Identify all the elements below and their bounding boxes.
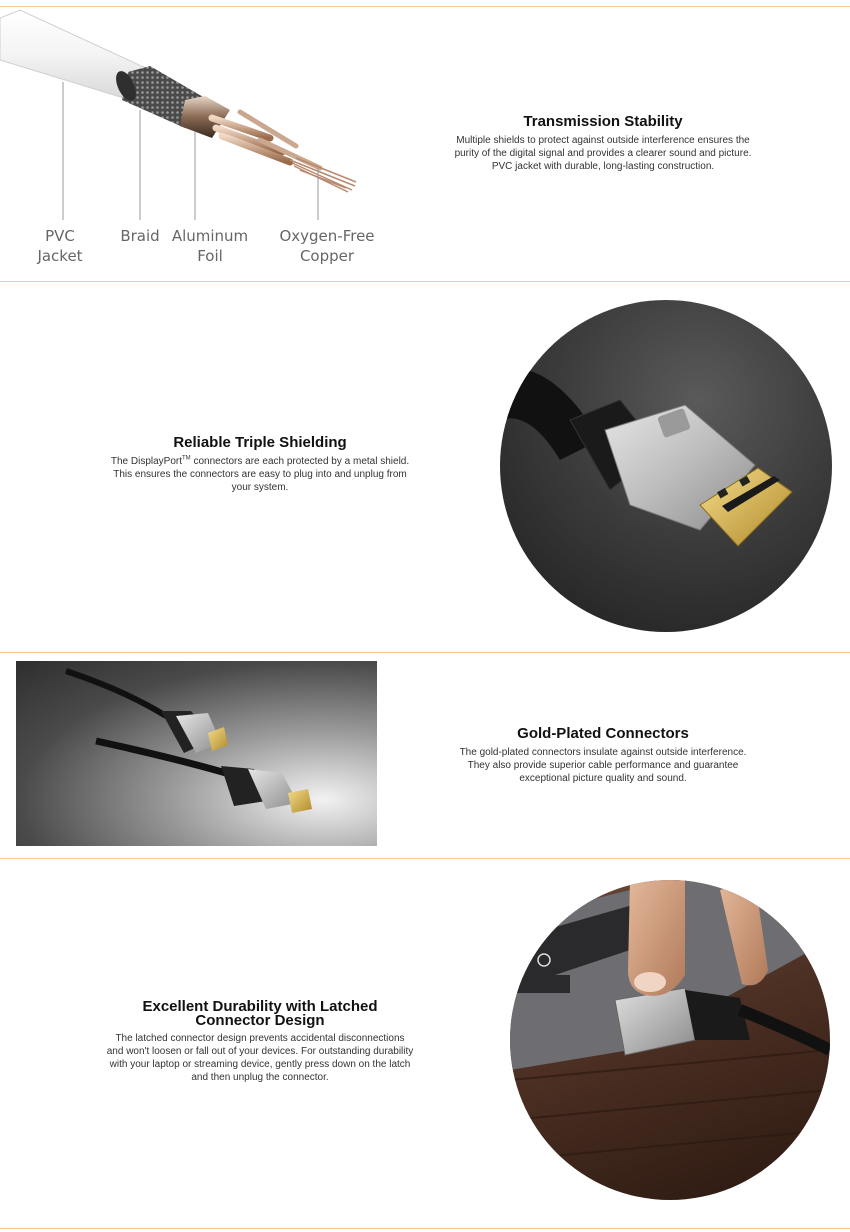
triple-shielding-description bbox=[82, 455, 438, 494]
section-divider bbox=[0, 1228, 850, 1229]
trademark-mark: TM bbox=[182, 455, 191, 462]
triple-shielding-block bbox=[82, 434, 438, 494]
braid-label bbox=[112, 226, 168, 246]
desc-line: purity of the digital signal and provides a clearer sound and picture. bbox=[454, 148, 752, 159]
transmission-stability-description bbox=[430, 134, 776, 173]
desc-fragment: The DisplayPort bbox=[110, 456, 182, 467]
durability-title-line2: Connector Design bbox=[195, 1012, 325, 1029]
transmission-stability-block bbox=[430, 113, 776, 173]
desc-fragment: connectors are each protected by a metal shield. bbox=[190, 456, 410, 467]
durability-block bbox=[82, 1000, 438, 1084]
section-divider bbox=[0, 281, 850, 282]
aluminum-foil-label-line1: Aluminum bbox=[171, 227, 249, 245]
desc-line bbox=[82, 455, 438, 468]
desc-line: The gold-plated connectors insulate against outside interference. bbox=[459, 747, 747, 758]
gold-plated-connectors-graphic bbox=[16, 661, 377, 846]
triple-shielding-title: Reliable Triple Shielding bbox=[173, 434, 347, 451]
latched-connector-graphic bbox=[510, 880, 830, 1200]
desc-line: They also provide superior cable performance and guarantee bbox=[467, 760, 739, 771]
cable-cross-section-illustration bbox=[0, 0, 420, 280]
durability-title-line1: Excellent Durability with Latched bbox=[142, 998, 378, 1015]
copper-label-line2: Copper bbox=[299, 247, 355, 265]
copper-label-line1: Oxygen-Free bbox=[279, 227, 375, 245]
desc-line: and then unplug the connector. bbox=[191, 1072, 329, 1083]
desc-line: PVC jacket with durable, long-lasting construction. bbox=[491, 161, 715, 172]
desc-line: Multiple shields to protect against outside interference ensures the bbox=[456, 135, 750, 146]
connector-closeup-photo bbox=[500, 300, 832, 632]
pvc-jacket-label-line2: Jacket bbox=[37, 247, 83, 265]
pvc-jacket-label bbox=[28, 226, 92, 266]
section-divider bbox=[0, 858, 850, 859]
gold-plated-description bbox=[430, 746, 776, 785]
gold-plated-title: Gold-Plated Connectors bbox=[517, 725, 689, 742]
desc-line: your system. bbox=[231, 482, 289, 493]
section-divider bbox=[0, 652, 850, 653]
desc-line: with your laptop or streaming device, gently press down on the latch bbox=[109, 1059, 411, 1070]
two-connectors-photo bbox=[16, 661, 377, 846]
transmission-stability-title: Transmission Stability bbox=[523, 113, 683, 130]
laptop-connector-photo bbox=[510, 880, 830, 1200]
gold-plated-block bbox=[430, 725, 776, 785]
displayport-connector-graphic bbox=[500, 300, 832, 632]
desc-line: This ensures the connectors are easy to plug into and unplug from bbox=[113, 469, 407, 480]
braid-label-line1: Braid bbox=[120, 227, 160, 245]
durability-description bbox=[82, 1032, 438, 1084]
pvc-jacket-label-line1: PVC bbox=[45, 227, 75, 245]
desc-line: and won't loosen or fall out of your devices. For outstanding durability bbox=[106, 1046, 414, 1057]
aluminum-foil-label bbox=[168, 226, 252, 266]
desc-line: exceptional picture quality and sound. bbox=[519, 773, 687, 784]
durability-title bbox=[82, 1000, 438, 1028]
aluminum-foil-label-line2: Foil bbox=[197, 247, 223, 265]
desc-line: The latched connector design prevents accidental disconnections bbox=[115, 1033, 405, 1044]
oxygen-free-copper-label bbox=[276, 226, 378, 266]
